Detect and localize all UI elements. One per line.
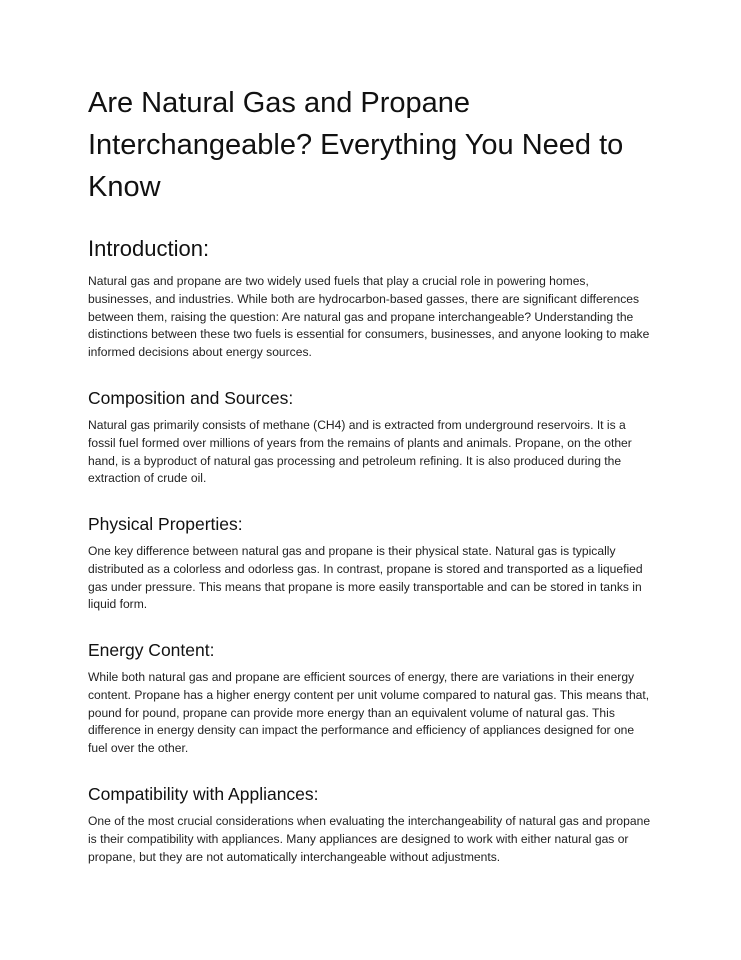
document-title: Are Natural Gas and Propane Interchangeable? Everything You Need to Know	[88, 87, 624, 203]
section-body-introduction: Natural gas and propane are two widely used fuels that play a crucial role in powering homes, businesses, and industries. While both are hydrocarbon-based gasses, there are significant differences between them, raising the question: Are natural gas and propane interchangeable? Understanding the distinctions between these two fuels is essential for consumers, businesses, and anyone looking to make informed decisions about energy sources.	[88, 274, 650, 360]
section-heading-introduction: Introduction:	[88, 236, 210, 261]
section-heading-energy-content: Energy Content:	[88, 640, 215, 660]
section-heading-composition-and-sources: Composition and Sources:	[88, 388, 294, 408]
section-heading-physical-properties: Physical Properties:	[88, 514, 243, 534]
section-body-compatibility-with-appliances: One of the most crucial considerations when evaluating the interchangeability of natural gas and propane is their compatibility with appliances. Many appliances are designed to work with either natural gas or propane, but they are not automatically interchangeable without adjustments.	[88, 814, 651, 864]
section-heading-compatibility-with-appliances: Compatibility with Appliances:	[88, 784, 319, 804]
section-composition-and-sources	[88, 386, 656, 488]
section-energy-content	[88, 638, 656, 758]
section-body-physical-properties: One key difference between natural gas and propane is their physical state. Natural gas is typically distributed as a colorless and odorless gas. In contrast, propane is stored and transported as a liquefied gas under pressure. This means that propane is more easily transportable and can be stored in tanks in liquid form.	[88, 544, 643, 612]
section-physical-properties	[88, 512, 656, 614]
section-introduction	[88, 235, 656, 362]
section-compatibility-with-appliances	[88, 782, 656, 866]
section-body-composition-and-sources: Natural gas primarily consists of methane (CH4) and is extracted from underground reservoirs. It is a fossil fuel formed over millions of years from the remains of plants and animals. Propane, on the other hand, is a byproduct of natural gas processing and petroleum refining. It is also produced during the extraction of crude oil.	[88, 418, 632, 486]
section-body-energy-content: While both natural gas and propane are efficient sources of energy, there are variations in their energy content. Propane has a higher energy content per unit volume compared to natural gas. This means that, pound for pound, propane can provide more energy than an equivalent volume of natural gas. This difference in energy density can impact the performance and efficiency of appliances designed for one fuel over the other.	[88, 670, 650, 756]
